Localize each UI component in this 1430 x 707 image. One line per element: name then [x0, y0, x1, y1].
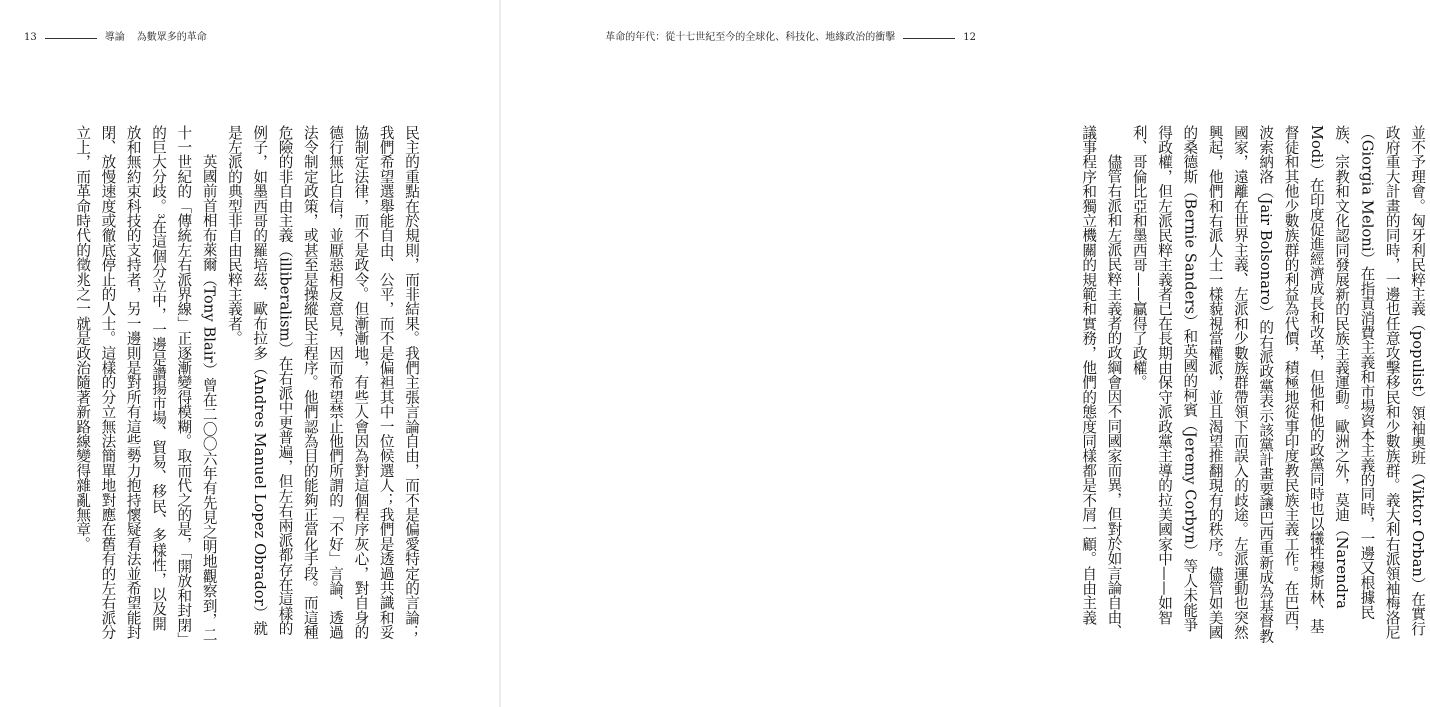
- paragraph: 英國前首相布萊爾（Tony Blair）曾在二〇〇六年有先見之明地觀察到，二十一世紀的「傳統左右派界線」正逐漸變得模糊。取而代之的是，「開放和封閉」的巨大分歧。³在這個分立中，一邊是讚揚市場、貿易、移民、多樣性，以及開放和無約束科技的支持者，另一邊則是對所有這些勢力抱持懷疑看法並希望能封閉、放慢速度或徹底停止的人士。這樣的分立無法簡單地對應在舊有的左右派分立上，而革命時代的徵兆之一就是政治隨著新路線變得雜亂無章。: [74, 125, 218, 643]
- header-rule: [903, 38, 955, 39]
- right-page-number: 12: [963, 32, 976, 43]
- left-page-number: 13: [24, 32, 37, 43]
- right-running-header: [605, 31, 976, 45]
- paragraph: 並不予理會。匈牙利民粹主義（populist）領袖奧班（Viktor Orban）在實行政府重大計畫的同時，一邊也任意攻擊移民和少數族群。義大利右派領袖梅洛尼（Giorgia Meloni）在指責消費主義和市場資本主義的同時，一邊又根據民族、宗教和文化認同發展新的民族主義運動。歐洲之外，莫迪（Narendra Modi）在印度促進經濟成長和改革，但他和他的政黨同時也以犧牲穆斯林、基督徒和其他少數族群的利益為代價，積極地從事印度教民族主義工作。在巴西，波索納洛（Jair Bolsonaro）的右派政黨表示該黨計畫要讓巴西重新成為基督教國家，遠離在世界主義、左派和少數族群帶領下而誤入的歧途。左派運動也突然興起，他們和右派人士一樣藐視當權派，並且渴望推翻現有的秩序。儘管如美國的桑德斯（Bernie Sanders）和英國的柯賓（Jeremy Corbyn）等人未能爭得政權，但左派民粹主義者已在長期由保守派政黨主導的拉美國家中——如智利、哥倫比亞和墨西哥——贏得了政權。: [1130, 125, 1426, 644]
- left-body-text: [74, 125, 424, 645]
- header-rule: [45, 38, 97, 39]
- right-header-title: 革命的年代：從十七世紀至今的全球化、科技化、地緣政治的衝擊: [605, 32, 896, 43]
- right-page: [500, 0, 1426, 707]
- paragraph: 民主的重點在於規則，而非結果。我們主張言論自由，而不是偏愛特定的言論；我們希望選舉能自由、公平，而不是偏袒其中一位候選人；我們是透過共識和妥協制定法律，而不是政令。但漸漸地，有些人會因為對這個程序灰心，對自身的德行無比自信，並厭惡相反意見，因而希望禁止他們所謂的「不好」言論、透過法令制定政策，或甚至是操縱民主程序。他們認為目的能夠正當化手段。而這種危險的非自由主義（illiberalism）在右派中更普遍，但左右兩派都存在這樣的例子，如墨西哥的羅培茲．歐布拉多（Andres Manuel Lopez Obrador）就是左派的典型非自由民粹主義者。: [225, 125, 420, 640]
- left-running-header: [24, 31, 207, 45]
- left-header-chapter: 導論: [104, 32, 125, 43]
- paragraph: 儘管右派和左派民粹主義者的政綱會因不同國家而異，但對於如言論自由、議事程序和獨立機關的規範和實務，他們的態度同樣都是不屑一顧。自由主義: [1080, 125, 1123, 640]
- left-page: [0, 0, 500, 707]
- left-header-title: 為數眾多的革命: [136, 32, 207, 43]
- right-body-text: [1080, 125, 1430, 645]
